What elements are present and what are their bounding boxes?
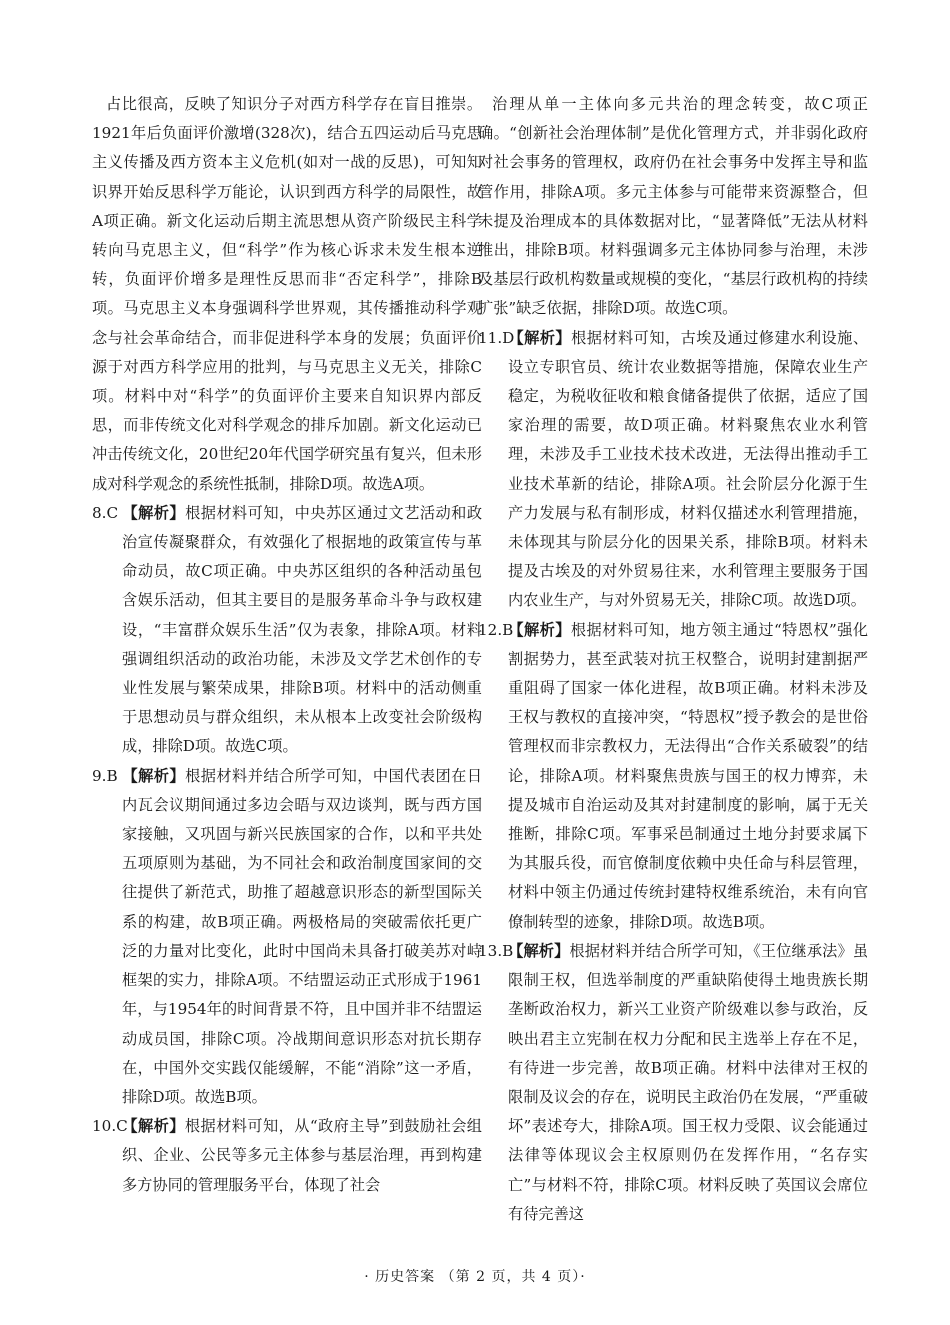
answer-number: 11.D [478, 328, 515, 347]
answer-text: 根据材料并结合所学可知，中国代表团在日内瓦会议期间通过多边会晤与双边谈判，既与西方国家接触，又巩固与新兴民族国家的合作，以和平共处五项原则为基础，为不同社会和政治制度国家间的交往提供了新范式，助推了超越意识形态的新型国际关系的构建，故B项正确。两极格局的突破需依托更广泛的力量对比变化，此时中国尚未具备打破美苏对峙框架的实力，排除A项。不结盟运动正式形成于1961年，与1954年的时间背景不符，且中国并非不结盟运动成员国，排除C项。冷战期间意识形态对抗长期存在，中国外交实践仅能缓解，不能“消除”这一矛盾，排除D项。故选B项。 [122, 766, 483, 1106]
answer-text: 根据材料并结合所学可知，《王位继承法》虽限制王权，但选举制度的严重缺陷使得土地贵族长期垄断政治权力，新兴工业资产阶级难以参与政治，反映出君主立宪制在权力分配和民主选举上存在不足，有待进一步完善，故B项正确。材料中法律对王权的限制及议会的存在，说明民主政治仍在发展，“严重破坏”表述夸大，排除A项。国王权力受限、议会能通过法律等体现议会主权原则仍在发挥作用，“名存实亡”与材料不符，排除C项。材料反映了英国议会席位有待完善这 [508, 941, 869, 1223]
answer-text: 根据材料可知，古埃及通过修建水利设施、设立专职官员、统计农业数据等措施，保障农业生产稳定，为税收征收和粮食储备提供了依据，适应了国家治理的需要，故D项正确。材料聚焦农业水利管理，未涉及手工业技术技术改进，无法得出推动手工业技术革新的结论，排除A项。社会阶层分化源于生产力发展与私有制形成，材料仅描述水利管理措施，未体现其与阶层分化的因果关系，排除B项。材料未提及古埃及的对外贸易往来，水利管理主要服务于国内农业生产，与对外贸易无关，排除C项。故选D项。 [508, 328, 869, 610]
answer-item-10 [92, 1112, 482, 1200]
continued-paragraph: 治理从单一主体向多元共治的理念转变，故C项正确。“创新社会治理体制”是优化管理方式，并非弱化政府对社会事务的管理权，政府仍在社会事务中发挥主导和监管作用，排除A项。多元主体参与可能带来资源整合，但未提及治理成本的具体数据对比，“显著降低”无法从材料推出，排除B项。材料强调多元主体协同参与治理，未涉及基层行政机构数量或规模的变化，“基层行政机构的持续扩张”缺乏依据，排除D项。故选C项。 [478, 95, 868, 318]
answer-number: 10.C [92, 1117, 128, 1136]
answer-number: 8.C [92, 503, 119, 522]
left-column [92, 90, 482, 1200]
analysis-tag: 【解析】 [508, 620, 571, 639]
page-footer: · 历史答案 （第 2 页，共 4 页）· [364, 1269, 586, 1285]
answer-number: 13.B [478, 941, 514, 960]
answer-item-12 [478, 616, 868, 937]
answer-item-11 [478, 324, 868, 616]
analysis-tag: 【解析】 [508, 328, 572, 347]
continued-paragraph: 占比很高，反映了知识分子对西方科学存在盲目推崇。1921年后负面评价激增(328次)，结合五四运动后马克思主义传播及西方资本主义危机(如对一战的反思)，可知知识界开始反思科学万能论，认识到西方科学的局限性，故A项正确。新文化运动后期主流思想从资产阶级民主科学转向马克思主义，但“科学”作为核心诉求未发生根本逆转，负面评价增多是理性反思而非“否定科学”，排除B项。马克思主义本身强调科学世界观，其传播推动科学观念与社会革命结合，而非促进科学本身的发展；负面评价源于对西方科学应用的批判，与马克思主义无关，排除C项。材料中对“科学”的负面评价主要来自知识界内部反思，而非传统文化对科学观念的排斥加剧。新文化运动已冲击传统文化，20世纪20年代国学研究虽有复兴，但未形成对科学观念的系统性抵制，排除D项。故选A项。 [92, 95, 482, 493]
analysis-tag: 【解析】 [508, 941, 570, 960]
answer-text: 根据材料可知，地方领主通过“特恩权”强化割据势力，甚至武装对抗王权整合，说明封建割据严重阻碍了国家一体化进程，故B项正确。材料未涉及王权与教权的直接冲突，“特恩权”授予教会的是世俗管理权而非宗教权力，无法得出“合作关系破裂”的结论，排除A项。材料聚焦贵族与国王的权力博弈，未提及城市自治运动及其对封建制度的影响，属于无关推断，排除C项。军事采邑制通过土地分封要求属下为其服兵役，而官僚制度依赖中央任命与科层管理，材料中领主仍通过传统封建特权维系统治，未有向官僚制转型的迹象，排除D项。故选B项。 [508, 620, 868, 931]
right-column [478, 90, 868, 1229]
analysis-tag: 【解析】 [122, 766, 186, 785]
analysis-tag: 【解析】 [122, 1117, 185, 1136]
answer-text: 根据材料可知，从“政府主导”到鼓励社会组织、企业、公民等多元主体参与基层治理，再到构建多方协同的管理服务平台，体现了社会 [122, 1117, 482, 1194]
analysis-tag: 【解析】 [122, 503, 186, 522]
answer-number: 12.B [478, 620, 514, 639]
answer-item-9 [92, 762, 482, 1112]
answer-item-8 [92, 499, 482, 762]
answer-text: 根据材料可知，中央苏区通过文艺活动和政治宣传凝聚群众，有效强化了根据地的政策宣传与革命动员，故C项正确。中央苏区组织的各种活动虽包含娱乐活动，但其主要目的是服务革命斗争与政权建设，“丰富群众娱乐生活”仅为表象，排除A项。材料强调组织活动的政治功能，未涉及文学艺术创作的专业性发展与繁荣成果，排除B项。材料中的活动侧重于思想动员与群众组织，未从根本上改变社会阶级构成，排除D项。故选C项。 [122, 503, 483, 756]
answer-number: 9.B [92, 766, 118, 785]
answer-item-13 [478, 937, 868, 1229]
